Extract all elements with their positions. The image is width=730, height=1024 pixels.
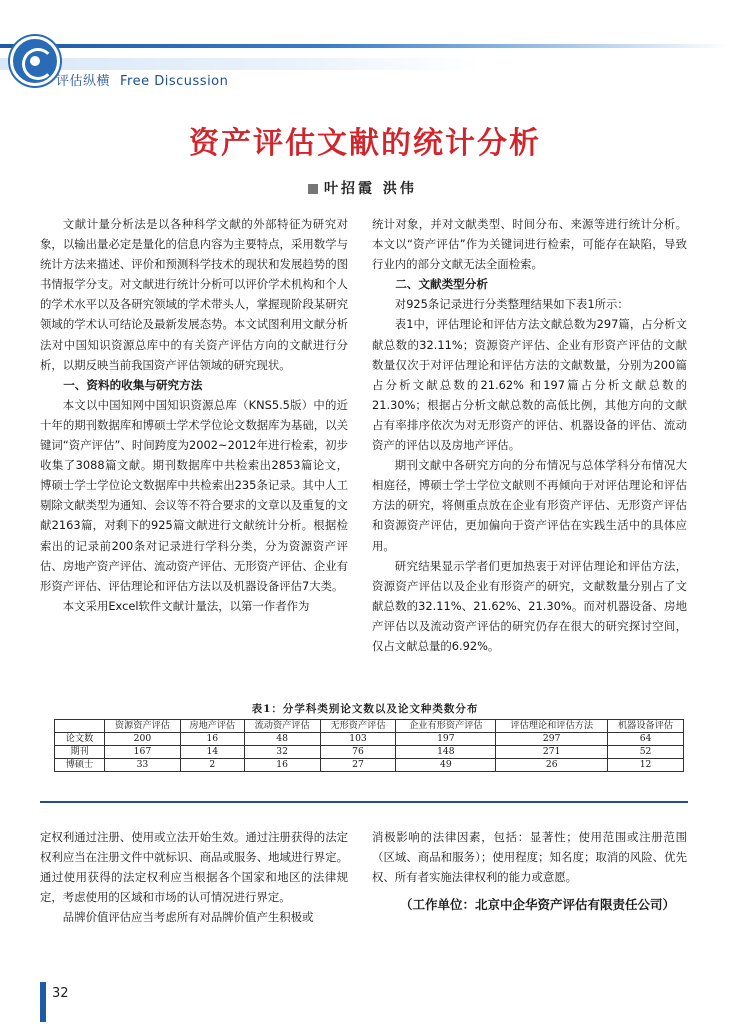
body-column-left — [40, 214, 348, 616]
section-heading-1: 一、资料的收集与研究方法 — [63, 377, 203, 392]
table-cell: 33 — [105, 759, 181, 772]
table-header-cell: 企业有形资产评估 — [396, 720, 496, 733]
paragraph: 统计对象，并对文献类型、时间分布、来源等进行统计分析。本文以“资产评估”作为关键词进行检索，可能存在缺陷，导致行业内的部分文献无法全面检索。 — [372, 217, 687, 272]
page-number: 32 — [52, 986, 69, 1001]
article-authors — [308, 178, 417, 198]
section-label-cn: 评估纵横 — [56, 74, 111, 89]
table-cell: 16 — [180, 733, 244, 746]
table-cell: 48 — [244, 733, 320, 746]
table-caption: 表1：分学科类别论文数以及论文种类数分布 — [251, 703, 479, 715]
table-corner-cell — [55, 720, 105, 733]
table-row-label: 论文数 — [55, 733, 105, 746]
table-cell: 76 — [320, 746, 396, 759]
table-header-cell: 评估理论和评估方法 — [496, 720, 608, 733]
table-cell: 103 — [320, 733, 396, 746]
table-cell: 14 — [180, 746, 244, 759]
table-row-label: 期刊 — [55, 746, 105, 759]
paragraph: 期刊文献中各研究方向的分布情况与总体学科分布情况大相庭径，博硕士学士学位文献则不再倾向于对评估理论和评估方法的研究，将侧重点放在企业有形资产评估、无形资产评估和资源资产评估，更加偏向于资产评估在实践生活中的具体应用。 — [372, 458, 687, 553]
author-affiliation: （工作单位：北京中企华资产评估有限责任公司） — [400, 897, 676, 913]
paragraph: 对925条记录进行分类整理结果如下表1所示： — [394, 297, 629, 312]
paragraph: 消极影响的法律因素，包括：显著性；使用范围或注册范围（区域、商品和服务）；使用程度；知名度；取消的风险、优先权、所有者实施法律权利的能力或意愿。 — [372, 830, 687, 885]
table-cell: 197 — [396, 733, 496, 746]
table-header-cell: 机器设备评估 — [608, 720, 684, 733]
section-label-en: Free Discussion — [120, 74, 229, 89]
table-header-cell: 流动资产评估 — [244, 720, 320, 733]
table-cell: 64 — [608, 733, 684, 746]
page-number-bar — [40, 982, 46, 1022]
table-cell: 200 — [105, 733, 181, 746]
journal-logo-icon — [10, 36, 60, 86]
table-cell: 49 — [396, 759, 496, 772]
article-title: 资产评估文献的统计分析 — [189, 126, 541, 161]
table-cell: 12 — [608, 759, 684, 772]
section-heading-2: 二、文献类型分析 — [395, 277, 488, 292]
table-cell: 26 — [496, 759, 608, 772]
paragraph: 品牌价值评估应当考虑所有对品牌价值产生积极或 — [62, 910, 314, 925]
table-cell: 271 — [496, 746, 608, 759]
body-column-right — [372, 214, 687, 656]
table-row — [55, 733, 684, 746]
continued-column-left — [40, 827, 348, 927]
table-row — [55, 746, 684, 759]
stats-table — [54, 719, 684, 772]
table-row — [55, 759, 684, 772]
paragraph: 表1中，评估理论和评估方法文献总数为297篇，占分析文献总数的32.11%；资源资产评估、企业有形资产评估的文献数量仅次于对评估理论和评估方法的文献数量，分别为200篇占分析文献总数的21.62% 和197篇占分析文献总数的21.30%；根据占分析文献总数的高低比例，其他方向的文献占有率排序依次为对无形资产的评估、机器设备的评估、流动资产的评估以及房地产评估。 — [372, 317, 687, 453]
section-label — [56, 70, 238, 89]
table-cell: 2 — [180, 759, 244, 772]
author-square-icon — [308, 184, 318, 194]
table-cell: 148 — [396, 746, 496, 759]
table-cell: 52 — [608, 746, 684, 759]
author-names: 叶招霞 洪伟 — [324, 181, 417, 197]
table-cell: 297 — [496, 733, 608, 746]
paragraph: 文献计量分析法是以各种科学文献的外部特征为研究对象，以输出量必定是量化的信息内容为主要特点，采用数学与统计方法来描述、评价和预测科学技术的现状和发展趋势的图书情报学分支。对文献进行统计分析可以评价学术机构和个人的学术水平以及各研究领域的学术带头人，掌握现阶段某研究领域的学术认可结论及最新发展态势。本文试图利用文献分析法对中国知识资源总库中的有关资产评估方向的文献进行分析，以期反映当前我国资产评估领域的研究现状。 — [40, 217, 348, 372]
paragraph: 定权利通过注册、使用或立法开始生效。通过注册获得的法定权利应当在注册文件中就标识、商品或服务、地域进行界定。通过使用获得的法定权利应当根据各个国家和地区的法律规定，考虑使用的区域和市场的认可情况进行界定。 — [40, 830, 348, 905]
table-cell: 16 — [244, 759, 320, 772]
header-band-light — [0, 58, 480, 70]
table-cell: 167 — [105, 746, 181, 759]
table-header-cell: 无形资产评估 — [320, 720, 396, 733]
table-row-label: 博硕士 — [55, 759, 105, 772]
table-cell: 32 — [244, 746, 320, 759]
continued-column-right — [372, 827, 687, 916]
header-band — [0, 44, 730, 48]
paragraph: 本文以中国知网中国知识资源总库（KNS5.5版）中的近十年的期刊数据库和博硕士学术学位论文数据库为基础，以关键词“资产评估”、时间跨度为2002~2012年进行检索，初步收集了3088篇文献。期刊数据库中共检索出2853篇论文，博硕士学士学位论文数据库中共检索出235条记录。其中人工剔除文献类型为通知、会议等不符合要求的文章以及重复的文献2163篇，对剩下的925篇文献进行文献统计分析。根据检索出的记录前200条对记录进行学科分类，分为资源资产评估、房地产资产评估、流动资产评估、无形资产评估、企业有形资产评估、评估理论和评估方法以及机器设备评估7大类。 — [40, 397, 348, 593]
table-header-row — [55, 720, 684, 733]
table-cell: 27 — [320, 759, 396, 772]
article-divider — [40, 801, 688, 803]
table-header-cell: 房地产评估 — [180, 720, 244, 733]
paragraph: 本文采用Excel软件文献计量法，以第一作者作为 — [62, 598, 310, 613]
table-header-cell: 资源资产评估 — [105, 720, 181, 733]
paragraph: 研究结果显示学者们更加热衷于对评估理论和评估方法，资源资产评估以及企业有形资产的研究，文献数量分别占了文献总数的32.11%、21.62%、21.30%。而对机器设备、房地产评估以及流动资产评估的研究仍存在很大的研究探讨空间，仅占文献总量的6.92%。 — [372, 558, 687, 653]
